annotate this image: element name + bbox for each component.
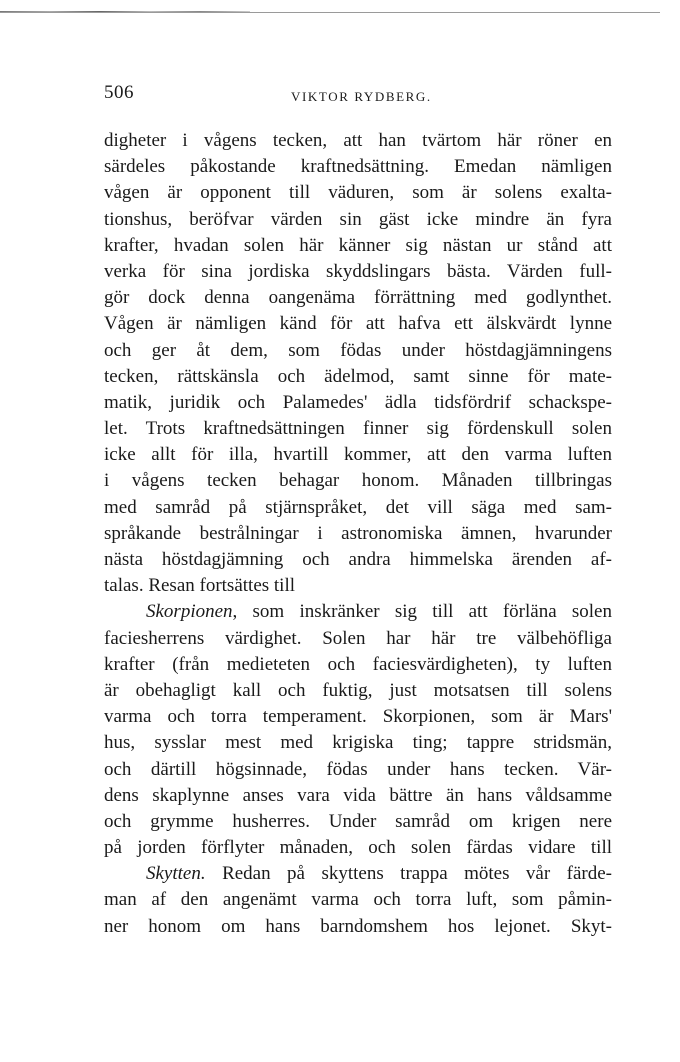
text-line: ner honom om hans barndomshem hos lejonet. Skyt- — [104, 915, 612, 937]
text-line: gör dock denna oangenäma förrättning med godlynthet. — [104, 287, 612, 309]
paragraph-start-line — [104, 861, 612, 887]
text-segment: , som inskränker sig till att förläna solen — [232, 601, 612, 623]
text-line: hus, sysslar mest med krigiska ting; tappre stridsmän, — [104, 732, 612, 754]
scan-edge-line — [0, 12, 660, 13]
text-line: vågen är opponent till väduren, som är solens exalta- — [104, 182, 612, 204]
text-line: nästa höstdagjämning och andra himmelska ärenden af- — [104, 549, 612, 570]
text-line: språkande bestrålningar i astronomiska ämnen, hvarunder — [104, 522, 612, 544]
text-line: matik, juridik och Palamedes' ädla tidsfördrif schackspe- — [104, 391, 612, 413]
page-number: 506 — [104, 82, 134, 103]
text-segment: Redan på skyttens trappa mötes vår färde- — [205, 863, 612, 885]
text-line: let. Trots kraftnedsättningen finner sig fördenskull solen — [104, 418, 612, 440]
text-line: i vågens tecken behagar honom. Månaden tillbringas — [104, 470, 612, 492]
text-line: krafter, hvadan solen här känner sig nästan ur stånd att — [104, 234, 612, 256]
paragraph-start-line — [104, 599, 612, 625]
paragraph-end-line: talas. Resan fortsättes till — [104, 575, 296, 597]
text-line: verka för sina jordiska skyddslingars bästa. Värden full- — [104, 260, 612, 282]
text-line: varma och torra temperament. Skorpionen, som är Mars' — [104, 706, 612, 728]
text-line: med samråd på stjärnspråket, det vill säga med sam- — [104, 496, 612, 518]
text-line: på jorden förflyter månaden, och solen färdas vidare till — [104, 837, 612, 859]
text-line: digheter i vågens tecken, att han tvärtom här röner en — [104, 130, 612, 151]
text-line: Vågen är nämligen känd för att hafva ett älskvärdt lynne — [104, 313, 612, 335]
text-line: dens skaplynne anses vara vida bättre än hans våldsamme — [104, 784, 612, 806]
text-line: icke allt för illa, hvartill kommer, att den varma luften — [104, 444, 612, 466]
text-line: och ger åt dem, som födas under höstdagjämningens — [104, 339, 612, 361]
text-line: tecken, rättskänsla och ädelmod, samt sinne för mate- — [104, 365, 612, 387]
text-line: särdeles påkostande kraftnedsättning. Emedan nämligen — [104, 156, 612, 178]
italic-term-skorpionen: Skorpionen — [146, 601, 233, 623]
running-head: VIKTOR RYDBERG. — [291, 89, 432, 104]
body-text — [104, 128, 612, 940]
text-line: man af den angenämt varma och torra luft, som påmin- — [104, 889, 612, 911]
text-line: faciesherrens värdighet. Solen har här tre välbehöfliga — [104, 627, 612, 649]
text-line: och grymme husherres. Under samråd om krigen nere — [104, 810, 612, 832]
text-line: och därtill högsinnade, födas under hans tecken. Vär- — [104, 758, 612, 780]
italic-term-skytten: Skytten. — [146, 863, 206, 885]
text-line: krafter (från medieteten och faciesvärdigheten), ty luften — [104, 653, 612, 675]
text-line: är obehagligt kall och fuktig, just motsatsen till solens — [104, 679, 612, 701]
text-line: tionshus, beröfvar värden sin gäst icke mindre än fyra — [104, 208, 612, 230]
